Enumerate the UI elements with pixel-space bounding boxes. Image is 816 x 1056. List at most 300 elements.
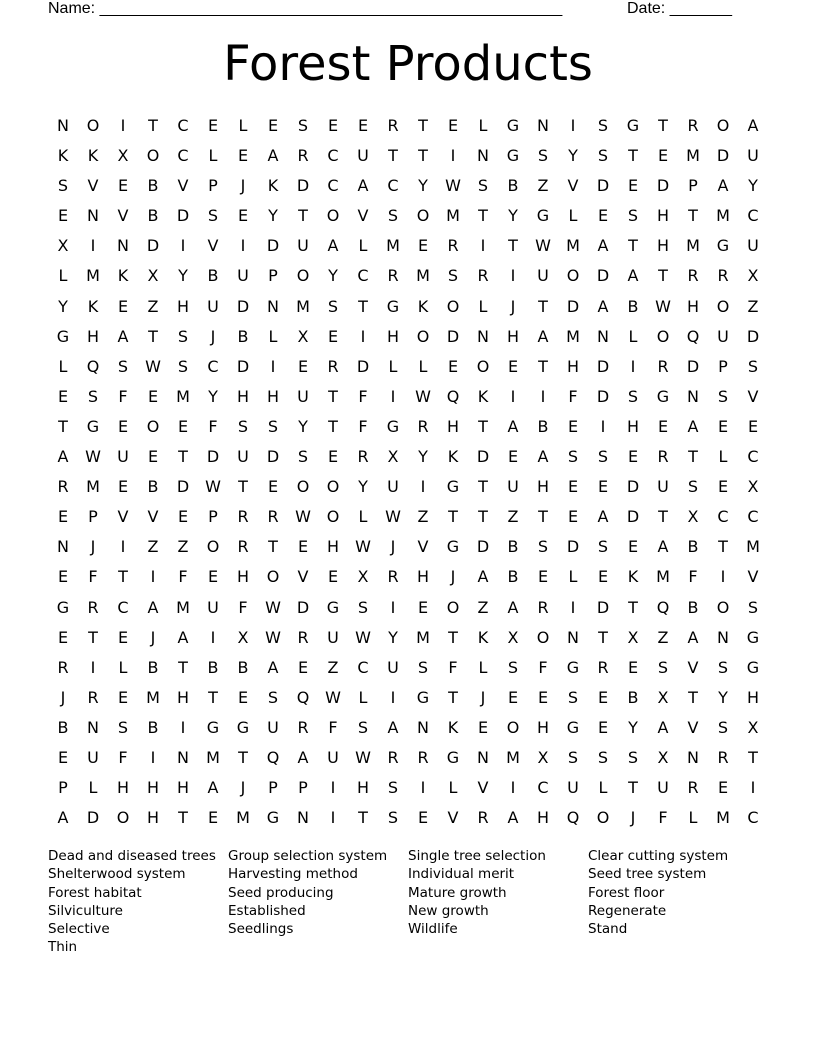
grid-letter[interactable]: C [387, 176, 399, 196]
grid-letter[interactable]: C [747, 206, 759, 226]
grid-letter[interactable]: U [657, 778, 669, 798]
grid-letter[interactable]: U [507, 477, 519, 497]
grid-letter[interactable]: E [597, 717, 609, 737]
grid-letter[interactable]: T [178, 808, 188, 828]
grid-letter[interactable]: J [150, 627, 156, 647]
grid-letter[interactable]: K [87, 296, 99, 316]
grid-letter[interactable]: E [297, 657, 309, 677]
grid-letter[interactable]: M [236, 808, 250, 828]
grid-letter[interactable]: W [265, 627, 281, 647]
grid-letter[interactable]: O [416, 326, 430, 346]
grid-letter[interactable]: A [357, 176, 369, 196]
grid-letter[interactable]: L [568, 206, 578, 226]
grid-letter[interactable]: M [386, 236, 400, 256]
grid-letter[interactable]: O [536, 627, 550, 647]
grid-letter[interactable]: S [537, 537, 549, 557]
grid-letter[interactable]: M [416, 627, 430, 647]
grid-letter[interactable]: A [267, 146, 279, 166]
grid-letter[interactable]: G [506, 116, 520, 135]
grid-letter[interactable]: Y [568, 146, 578, 166]
grid-letter[interactable]: D [626, 507, 640, 527]
grid-letter[interactable]: C [537, 778, 549, 798]
grid-letter[interactable]: E [177, 416, 189, 436]
grid-letter[interactable]: B [687, 537, 699, 557]
grid-letter[interactable]: X [537, 747, 549, 767]
grid-letter[interactable]: J [480, 687, 486, 707]
grid-letter[interactable]: R [57, 477, 69, 497]
grid-letter[interactable]: S [537, 146, 549, 166]
grid-letter[interactable]: L [688, 808, 698, 828]
grid-letter[interactable]: G [56, 597, 70, 617]
grid-letter[interactable]: S [417, 657, 429, 677]
grid-letter[interactable]: D [566, 537, 580, 557]
grid-letter[interactable]: T [628, 236, 638, 256]
grid-letter[interactable]: E [297, 537, 309, 557]
grid-letter[interactable]: E [147, 386, 159, 406]
grid-letter[interactable]: A [507, 416, 519, 436]
grid-letter[interactable]: S [357, 717, 369, 737]
grid-letter[interactable]: E [717, 477, 729, 497]
grid-letter[interactable]: C [747, 447, 759, 467]
grid-letter[interactable]: M [656, 567, 670, 587]
grid-letter[interactable]: X [357, 567, 369, 587]
grid-letter[interactable]: V [687, 717, 699, 737]
grid-letter[interactable]: O [146, 416, 160, 436]
grid-letter[interactable]: H [326, 537, 340, 557]
grid-letter[interactable]: C [357, 266, 369, 286]
grid-letter[interactable]: S [567, 747, 579, 767]
grid-letter[interactable]: I [720, 567, 726, 587]
grid-letter[interactable]: U [87, 747, 99, 767]
grid-letter[interactable]: C [207, 356, 219, 376]
grid-letter[interactable]: G [56, 326, 70, 346]
grid-letter[interactable]: D [86, 808, 100, 828]
grid-letter[interactable]: D [686, 356, 700, 376]
grid-letter[interactable]: P [58, 778, 68, 798]
grid-letter[interactable]: X [147, 266, 159, 286]
grid-letter[interactable]: H [86, 326, 100, 346]
grid-letter[interactable]: S [657, 657, 669, 677]
grid-letter[interactable]: L [388, 356, 398, 376]
grid-letter[interactable]: A [657, 717, 669, 737]
grid-letter[interactable]: D [716, 146, 730, 166]
grid-letter[interactable]: M [506, 747, 520, 767]
grid-letter[interactable]: S [747, 356, 759, 376]
grid-letter[interactable]: J [630, 808, 636, 828]
grid-letter[interactable]: S [387, 778, 399, 798]
grid-letter[interactable]: W [655, 296, 671, 316]
grid-letter[interactable]: U [567, 778, 579, 798]
grid-letter[interactable]: Z [747, 296, 759, 316]
grid-letter[interactable]: A [597, 507, 609, 527]
grid-letter[interactable]: A [147, 597, 159, 617]
grid-letter[interactable]: E [117, 627, 129, 647]
grid-letter[interactable]: D [296, 597, 310, 617]
grid-letter[interactable]: E [627, 537, 639, 557]
grid-letter[interactable]: P [718, 356, 728, 376]
grid-letter[interactable]: B [627, 296, 639, 316]
grid-letter[interactable]: Q [86, 356, 100, 376]
grid-letter[interactable]: G [446, 477, 460, 497]
grid-letter[interactable]: V [477, 778, 489, 798]
grid-letter[interactable]: L [448, 778, 458, 798]
grid-letter[interactable]: F [448, 657, 458, 677]
grid-letter[interactable]: S [567, 447, 579, 467]
grid-letter[interactable]: G [446, 537, 460, 557]
grid-letter[interactable]: V [207, 236, 219, 256]
grid-letter[interactable]: P [208, 176, 218, 196]
grid-letter[interactable]: W [205, 477, 221, 497]
grid-letter[interactable]: A [657, 537, 669, 557]
grid-letter[interactable]: B [537, 416, 549, 436]
grid-letter[interactable]: T [238, 747, 248, 767]
grid-letter[interactable]: B [237, 326, 249, 346]
grid-letter[interactable]: T [478, 206, 488, 226]
grid-letter[interactable]: H [356, 778, 370, 798]
grid-letter[interactable]: I [480, 236, 486, 256]
grid-letter[interactable]: R [417, 747, 429, 767]
grid-letter[interactable]: B [207, 657, 219, 677]
grid-letter[interactable]: M [446, 206, 460, 226]
grid-letter[interactable]: H [416, 567, 430, 587]
grid-letter[interactable]: N [567, 627, 579, 647]
grid-letter[interactable]: Z [177, 537, 189, 557]
grid-letter[interactable]: M [176, 386, 190, 406]
grid-letter[interactable]: T [358, 296, 368, 316]
grid-letter[interactable]: L [268, 326, 278, 346]
grid-letter[interactable]: F [328, 717, 338, 737]
grid-letter[interactable]: A [507, 597, 519, 617]
grid-letter[interactable]: T [388, 146, 398, 166]
grid-letter[interactable]: S [717, 717, 729, 737]
grid-letter[interactable]: D [746, 326, 760, 346]
grid-letter[interactable]: O [656, 326, 670, 346]
grid-letter[interactable]: Y [628, 717, 638, 737]
grid-letter[interactable]: L [478, 296, 488, 316]
grid-letter[interactable]: V [117, 206, 129, 226]
grid-letter[interactable]: B [147, 206, 159, 226]
grid-letter[interactable]: L [418, 356, 428, 376]
grid-letter[interactable]: R [237, 537, 249, 557]
grid-letter[interactable]: K [447, 447, 459, 467]
grid-letter[interactable]: F [688, 567, 698, 587]
grid-letter[interactable]: C [327, 176, 339, 196]
grid-letter[interactable]: F [118, 386, 128, 406]
grid-letter[interactable]: I [180, 717, 186, 737]
grid-letter[interactable]: M [86, 266, 100, 286]
grid-letter[interactable]: S [597, 447, 609, 467]
grid-letter[interactable]: V [747, 386, 759, 406]
grid-letter[interactable]: O [446, 296, 460, 316]
grid-letter[interactable]: S [567, 687, 579, 707]
grid-letter[interactable]: O [446, 597, 460, 617]
grid-letter[interactable]: G [746, 657, 760, 677]
grid-letter[interactable]: S [447, 266, 459, 286]
grid-letter[interactable]: L [568, 567, 578, 587]
grid-letter[interactable]: J [240, 176, 246, 196]
grid-letter[interactable]: I [330, 808, 336, 828]
grid-letter[interactable]: A [627, 266, 639, 286]
grid-letter[interactable]: T [748, 747, 758, 767]
grid-letter[interactable]: K [627, 567, 639, 587]
grid-letter[interactable]: V [687, 657, 699, 677]
grid-letter[interactable]: E [597, 567, 609, 587]
grid-letter[interactable]: G [416, 687, 430, 707]
grid-letter[interactable]: S [597, 146, 609, 166]
grid-letter[interactable]: Y [178, 266, 188, 286]
grid-letter[interactable]: F [658, 808, 668, 828]
grid-letter[interactable]: L [88, 778, 98, 798]
grid-letter[interactable]: O [206, 537, 220, 557]
grid-letter[interactable]: A [597, 296, 609, 316]
grid-letter[interactable]: H [536, 808, 550, 828]
grid-letter[interactable]: W [265, 597, 281, 617]
grid-letter[interactable]: J [450, 567, 456, 587]
grid-letter[interactable]: D [236, 356, 250, 376]
grid-letter[interactable]: J [510, 296, 516, 316]
grid-letter[interactable]: G [386, 296, 400, 316]
grid-letter[interactable]: P [268, 266, 278, 286]
grid-letter[interactable]: N [117, 236, 129, 256]
grid-letter[interactable]: T [658, 507, 668, 527]
grid-letter[interactable]: I [600, 416, 606, 436]
grid-letter[interactable]: M [686, 236, 700, 256]
grid-letter[interactable]: E [447, 116, 459, 135]
grid-letter[interactable]: E [207, 567, 219, 587]
grid-letter[interactable]: C [327, 146, 339, 166]
grid-letter[interactable]: H [386, 326, 400, 346]
grid-letter[interactable]: H [236, 567, 250, 587]
grid-letter[interactable]: D [356, 356, 370, 376]
grid-letter[interactable]: Z [417, 507, 429, 527]
grid-letter[interactable]: X [747, 477, 759, 497]
grid-letter[interactable]: J [60, 687, 66, 707]
grid-letter[interactable]: H [746, 687, 760, 707]
grid-letter[interactable]: X [387, 447, 399, 467]
grid-letter[interactable]: T [628, 146, 638, 166]
grid-letter[interactable]: F [238, 597, 248, 617]
grid-letter[interactable]: N [597, 326, 609, 346]
grid-letter[interactable]: W [445, 176, 461, 196]
grid-letter[interactable]: N [417, 717, 429, 737]
grid-letter[interactable]: E [567, 416, 579, 436]
grid-letter[interactable]: E [657, 146, 669, 166]
grid-letter[interactable]: S [297, 447, 309, 467]
grid-letter[interactable]: Q [266, 747, 280, 767]
grid-letter[interactable]: I [390, 687, 396, 707]
grid-letter[interactable]: O [146, 146, 160, 166]
grid-letter[interactable]: N [537, 116, 549, 135]
grid-letter[interactable]: W [385, 507, 401, 527]
grid-letter[interactable]: K [417, 296, 429, 316]
grid-letter[interactable]: E [717, 778, 729, 798]
grid-letter[interactable]: E [57, 567, 69, 587]
grid-letter[interactable]: M [296, 296, 310, 316]
grid-letter[interactable]: E [507, 687, 519, 707]
grid-letter[interactable]: T [328, 386, 338, 406]
grid-letter[interactable]: K [477, 386, 489, 406]
grid-letter[interactable]: R [597, 657, 609, 677]
grid-letter[interactable]: S [357, 597, 369, 617]
grid-letter[interactable]: D [266, 447, 280, 467]
grid-letter[interactable]: E [267, 116, 279, 135]
grid-letter[interactable]: A [477, 567, 489, 587]
grid-letter[interactable]: E [57, 747, 69, 767]
grid-letter[interactable]: T [538, 507, 548, 527]
grid-letter[interactable]: Q [446, 386, 460, 406]
grid-letter[interactable]: D [296, 176, 310, 196]
grid-letter[interactable]: F [88, 567, 98, 587]
grid-letter[interactable]: B [147, 717, 159, 737]
grid-letter[interactable]: A [747, 116, 759, 135]
grid-letter[interactable]: A [267, 657, 279, 677]
grid-letter[interactable]: R [237, 507, 249, 527]
grid-letter[interactable]: S [747, 597, 759, 617]
grid-letter[interactable]: F [358, 416, 368, 436]
grid-letter[interactable]: O [86, 116, 100, 135]
grid-letter[interactable]: U [747, 146, 759, 166]
grid-letter[interactable]: Q [566, 808, 580, 828]
grid-letter[interactable]: L [628, 326, 638, 346]
grid-letter[interactable]: E [57, 627, 69, 647]
grid-letter[interactable]: E [537, 687, 549, 707]
grid-letter[interactable]: G [326, 597, 340, 617]
grid-letter[interactable]: M [566, 236, 580, 256]
grid-letter[interactable]: L [58, 356, 68, 376]
grid-letter[interactable]: V [117, 507, 129, 527]
grid-letter[interactable]: F [208, 416, 218, 436]
grid-letter[interactable]: E [327, 116, 339, 135]
grid-letter[interactable]: E [177, 507, 189, 527]
grid-letter[interactable]: F [178, 567, 188, 587]
grid-letter[interactable]: R [387, 567, 399, 587]
grid-letter[interactable]: O [326, 507, 340, 527]
grid-letter[interactable]: I [120, 116, 126, 135]
grid-letter[interactable]: D [266, 236, 280, 256]
grid-letter[interactable]: E [147, 447, 159, 467]
grid-letter[interactable]: M [146, 687, 160, 707]
grid-letter[interactable]: C [177, 116, 189, 135]
grid-letter[interactable]: A [537, 326, 549, 346]
grid-letter[interactable]: S [597, 747, 609, 767]
grid-letter[interactable]: G [266, 808, 280, 828]
grid-letter[interactable]: Y [208, 386, 218, 406]
grid-letter[interactable]: W [325, 687, 341, 707]
grid-letter[interactable]: T [448, 687, 458, 707]
grid-letter[interactable]: Q [296, 687, 310, 707]
grid-letter[interactable]: E [117, 416, 129, 436]
grid-letter[interactable]: R [57, 657, 69, 677]
grid-letter[interactable]: U [237, 447, 249, 467]
grid-letter[interactable]: R [387, 266, 399, 286]
grid-letter[interactable]: E [327, 447, 339, 467]
grid-letter[interactable]: E [417, 808, 429, 828]
grid-letter[interactable]: N [717, 627, 729, 647]
grid-letter[interactable]: B [237, 657, 249, 677]
grid-letter[interactable]: T [658, 116, 668, 135]
grid-letter[interactable]: E [597, 206, 609, 226]
grid-letter[interactable]: U [387, 657, 399, 677]
grid-letter[interactable]: C [117, 597, 129, 617]
grid-letter[interactable]: G [746, 627, 760, 647]
grid-letter[interactable]: B [147, 477, 159, 497]
grid-letter[interactable]: D [236, 296, 250, 316]
grid-letter[interactable]: W [145, 356, 161, 376]
grid-letter[interactable]: E [57, 507, 69, 527]
grid-letter[interactable]: T [478, 416, 488, 436]
grid-letter[interactable]: M [86, 477, 100, 497]
grid-letter[interactable]: P [298, 778, 308, 798]
grid-letter[interactable]: L [598, 778, 608, 798]
grid-letter[interactable]: T [118, 567, 128, 587]
grid-letter[interactable]: E [57, 386, 69, 406]
grid-letter[interactable]: V [747, 567, 759, 587]
grid-letter[interactable]: D [206, 447, 220, 467]
grid-letter[interactable]: U [327, 747, 339, 767]
grid-letter[interactable]: I [180, 236, 186, 256]
grid-letter[interactable]: I [450, 146, 456, 166]
grid-letter[interactable]: B [147, 176, 159, 196]
grid-letter[interactable]: U [237, 266, 249, 286]
grid-letter[interactable]: H [266, 386, 280, 406]
grid-letter[interactable]: T [418, 116, 428, 135]
grid-letter[interactable]: T [358, 808, 368, 828]
grid-letter[interactable]: I [330, 778, 336, 798]
grid-letter[interactable]: E [567, 507, 579, 527]
grid-letter[interactable]: V [297, 567, 309, 587]
grid-letter[interactable]: Y [748, 176, 758, 196]
grid-letter[interactable]: K [57, 146, 69, 166]
grid-letter[interactable]: S [387, 808, 399, 828]
grid-letter[interactable]: G [626, 116, 640, 135]
grid-letter[interactable]: E [297, 356, 309, 376]
grid-letter[interactable]: D [566, 296, 580, 316]
grid-letter[interactable]: S [627, 386, 639, 406]
grid-letter[interactable]: U [537, 266, 549, 286]
grid-letter[interactable]: P [208, 507, 218, 527]
grid-letter[interactable]: R [477, 266, 489, 286]
grid-letter[interactable]: R [687, 778, 699, 798]
grid-letter[interactable]: U [297, 386, 309, 406]
grid-letter[interactable]: Z [657, 627, 669, 647]
grid-letter[interactable]: N [87, 717, 99, 737]
grid-letter[interactable]: W [85, 447, 101, 467]
grid-letter[interactable]: C [747, 808, 759, 828]
grid-letter[interactable]: D [596, 356, 610, 376]
grid-letter[interactable]: S [297, 116, 309, 135]
grid-letter[interactable]: O [326, 206, 340, 226]
grid-letter[interactable]: U [207, 296, 219, 316]
grid-letter[interactable]: G [236, 717, 250, 737]
grid-letter[interactable]: I [390, 386, 396, 406]
grid-letter[interactable]: X [507, 627, 519, 647]
grid-letter[interactable]: F [118, 747, 128, 767]
grid-letter[interactable]: S [207, 206, 219, 226]
grid-letter[interactable]: I [510, 386, 516, 406]
grid-letter[interactable]: Y [328, 266, 338, 286]
grid-letter[interactable]: A [687, 416, 699, 436]
grid-letter[interactable]: A [507, 808, 519, 828]
grid-letter[interactable]: G [446, 747, 460, 767]
grid-letter[interactable]: J [240, 778, 246, 798]
grid-letter[interactable]: A [207, 778, 219, 798]
grid-letter[interactable]: Y [358, 477, 368, 497]
grid-letter[interactable]: T [238, 477, 248, 497]
grid-letter[interactable]: Z [147, 296, 159, 316]
grid-letter[interactable]: N [687, 747, 699, 767]
grid-letter[interactable]: S [507, 657, 519, 677]
grid-letter[interactable]: H [686, 296, 700, 316]
